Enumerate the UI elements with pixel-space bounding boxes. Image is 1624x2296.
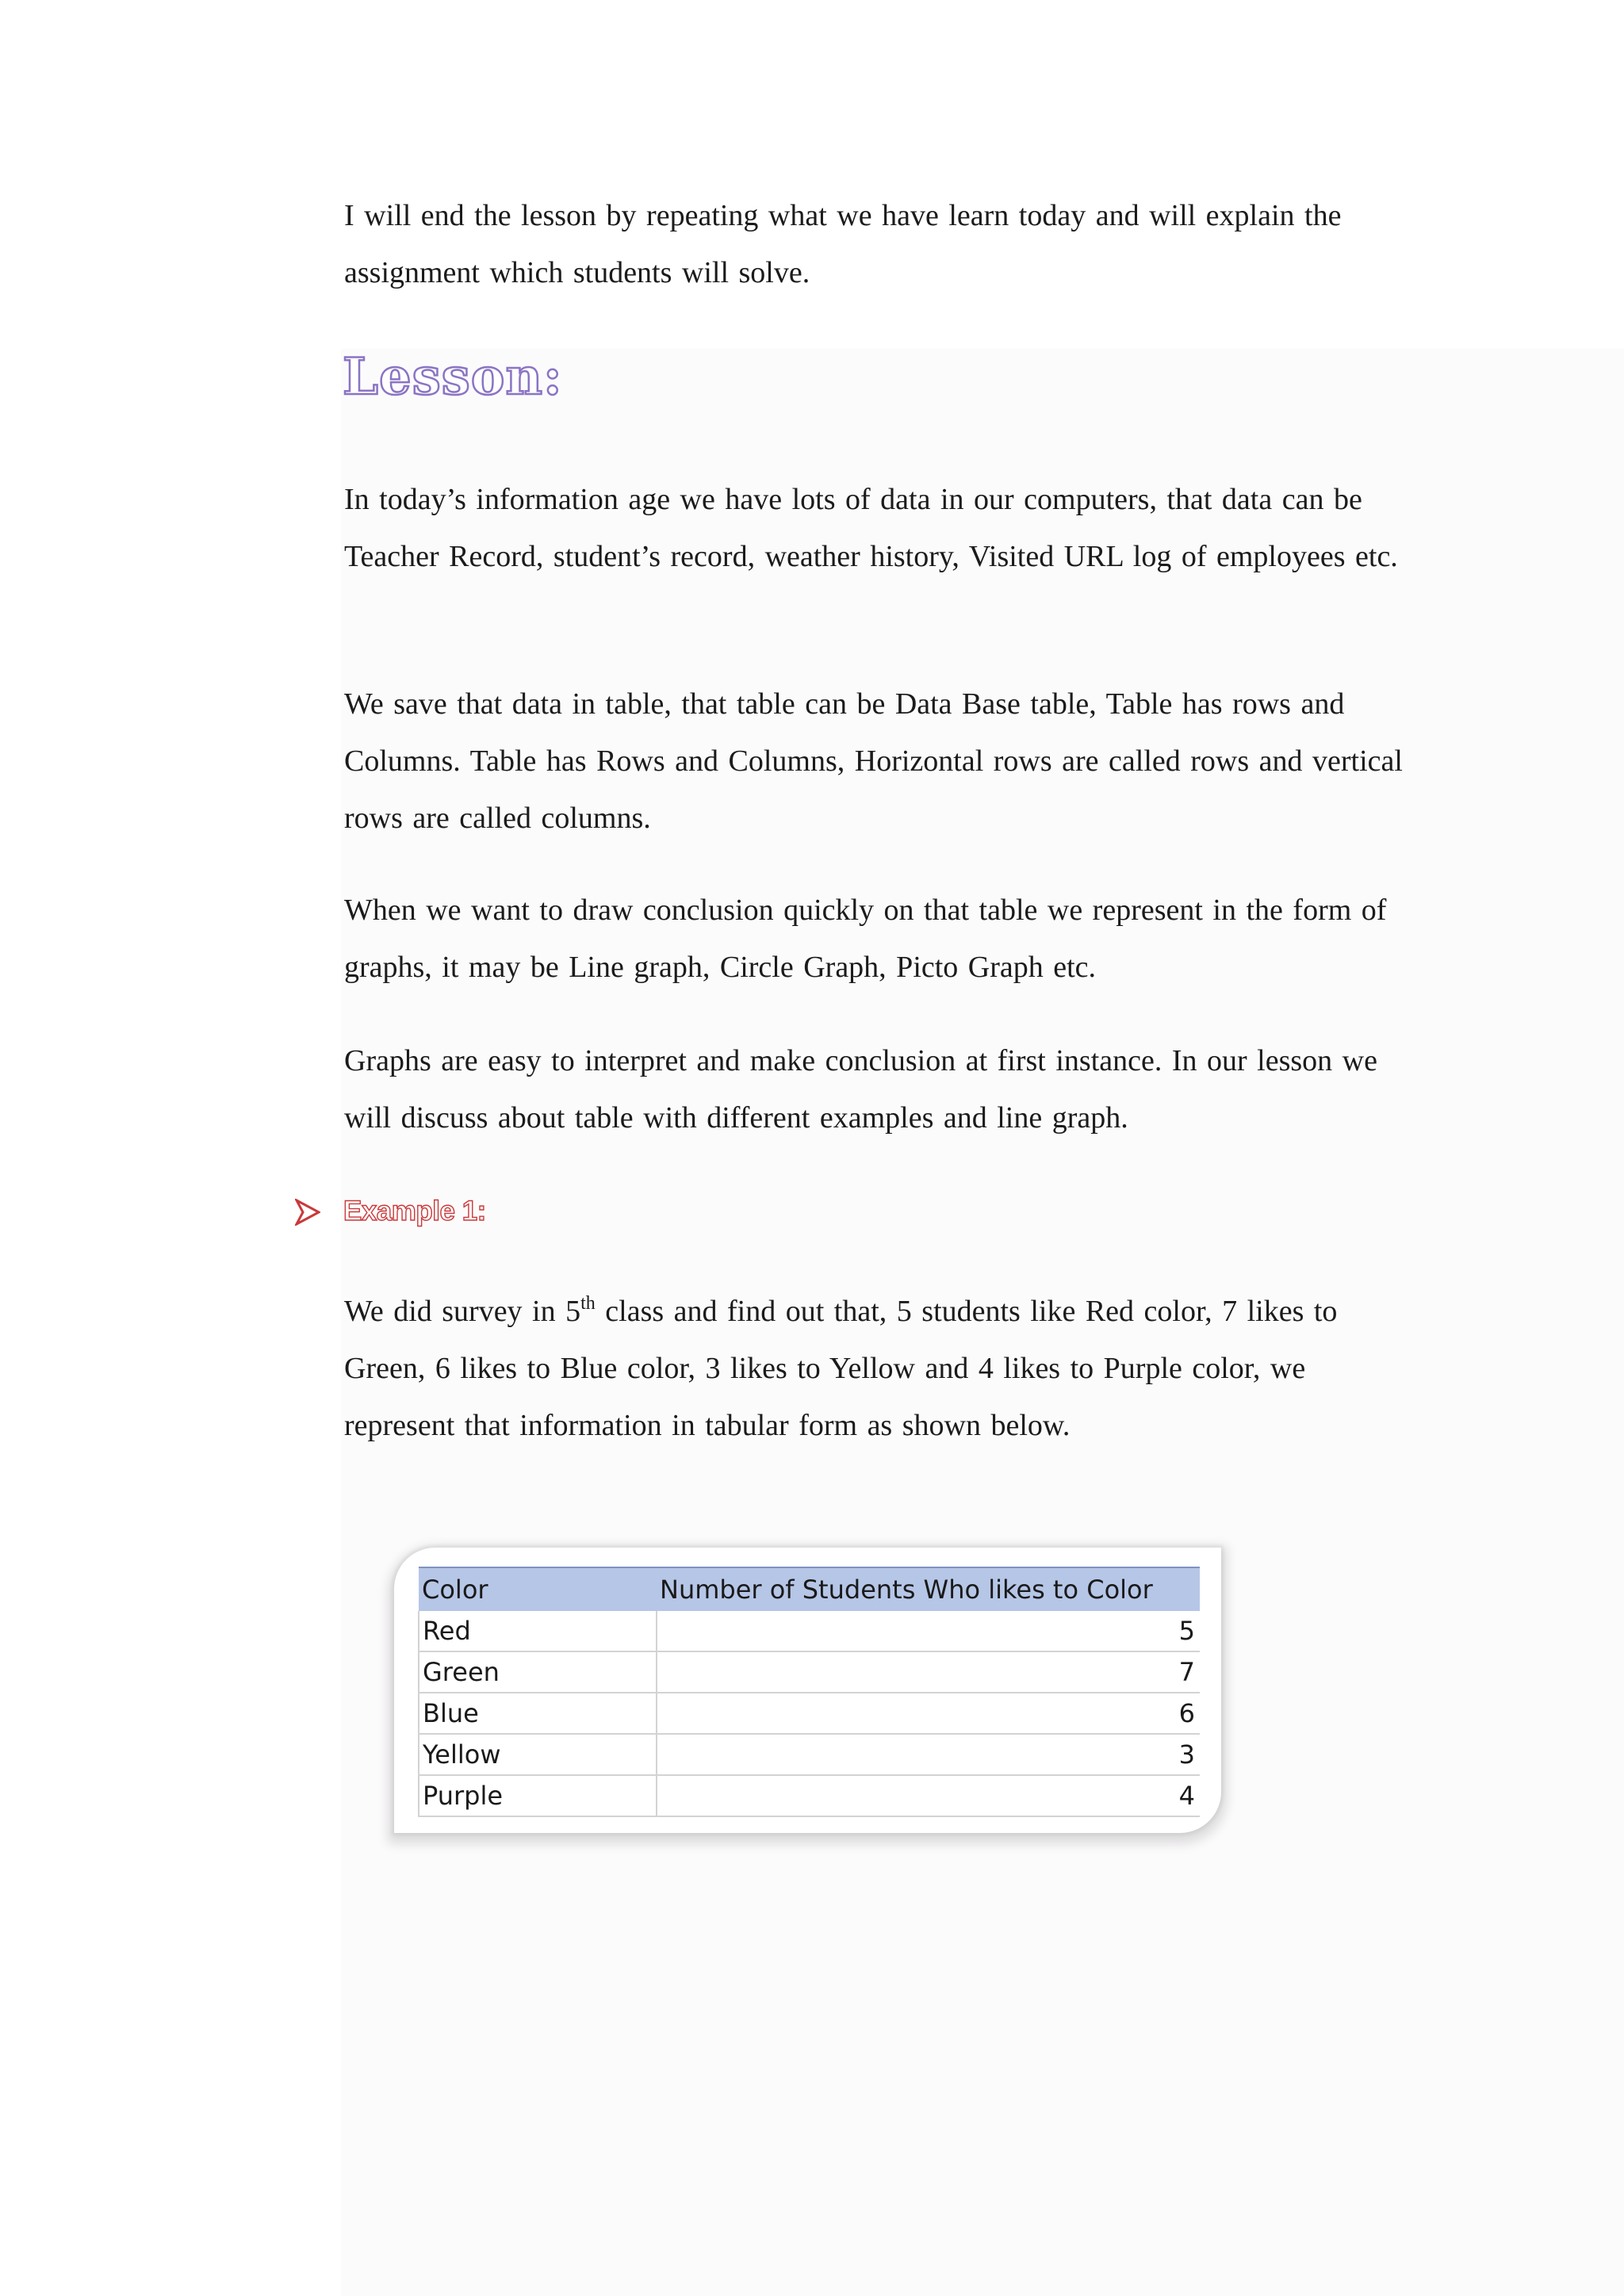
cell-count: 6 — [657, 1693, 1200, 1734]
table-row — [419, 1651, 1200, 1693]
cell-color: Green — [419, 1651, 657, 1693]
cell-count: 5 — [657, 1611, 1200, 1651]
cell-color: Blue — [419, 1693, 657, 1734]
table-row — [419, 1734, 1200, 1775]
cell-count: 7 — [657, 1651, 1200, 1693]
cell-count: 4 — [657, 1775, 1200, 1816]
paragraph-tables: We save that data in table, that table can be Data Base table, Table has rows and Columns. Table has Rows and Columns, Horizontal rows are called rows and vertical rows are called columns. — [344, 687, 1403, 835]
example-heading: Example 1: — [343, 1196, 486, 1226]
paragraph-graphs: When we want to draw conclusion quickly on that table we represent in the form of graphs, it may be Line graph, Circle Graph, Picto Graph etc. — [344, 894, 1387, 984]
cell-color: Red — [419, 1611, 657, 1651]
table-image-frame — [394, 1548, 1221, 1833]
paragraph-data-intro: In today’s information age we have lots of data in our computers, that data can be Teacher Record, student’s record, weather history, Visited URL log of employees etc. — [344, 483, 1398, 573]
cell-color: Yellow — [419, 1734, 657, 1775]
table-row — [419, 1611, 1200, 1651]
table-row — [419, 1775, 1200, 1816]
table-row — [419, 1693, 1200, 1734]
paragraph-interpret: Graphs are easy to interpret and make conclusion at first instance. In our lesson we will discuss about table with different examples and line graph. — [344, 1044, 1377, 1135]
header-student-count: Number of Students Who likes to Color — [657, 1567, 1200, 1611]
cell-count: 3 — [657, 1734, 1200, 1775]
color-survey-table — [418, 1567, 1200, 1817]
lesson-heading: Lesson: — [343, 347, 563, 407]
table-header-row — [419, 1567, 1200, 1611]
header-color: Color — [419, 1567, 657, 1611]
example-superscript: th — [580, 1293, 596, 1314]
cell-color: Purple — [419, 1775, 657, 1816]
arrow-bullet-icon — [295, 1199, 320, 1226]
intro-paragraph: I will end the lesson by repeating what we have learn today and will explain the assignment which students will solve. — [344, 199, 1342, 289]
example-text-start: We did survey in 5 — [344, 1295, 581, 1328]
example-text-end: class and find out that, 5 students like Red color, 7 likes to Green, 6 likes to Blue color, 3 likes to Yellow and 4 likes to Purple color, we represent that information in tabular form as shown below. — [344, 1295, 1338, 1442]
example-paragraph — [344, 1283, 1423, 1454]
